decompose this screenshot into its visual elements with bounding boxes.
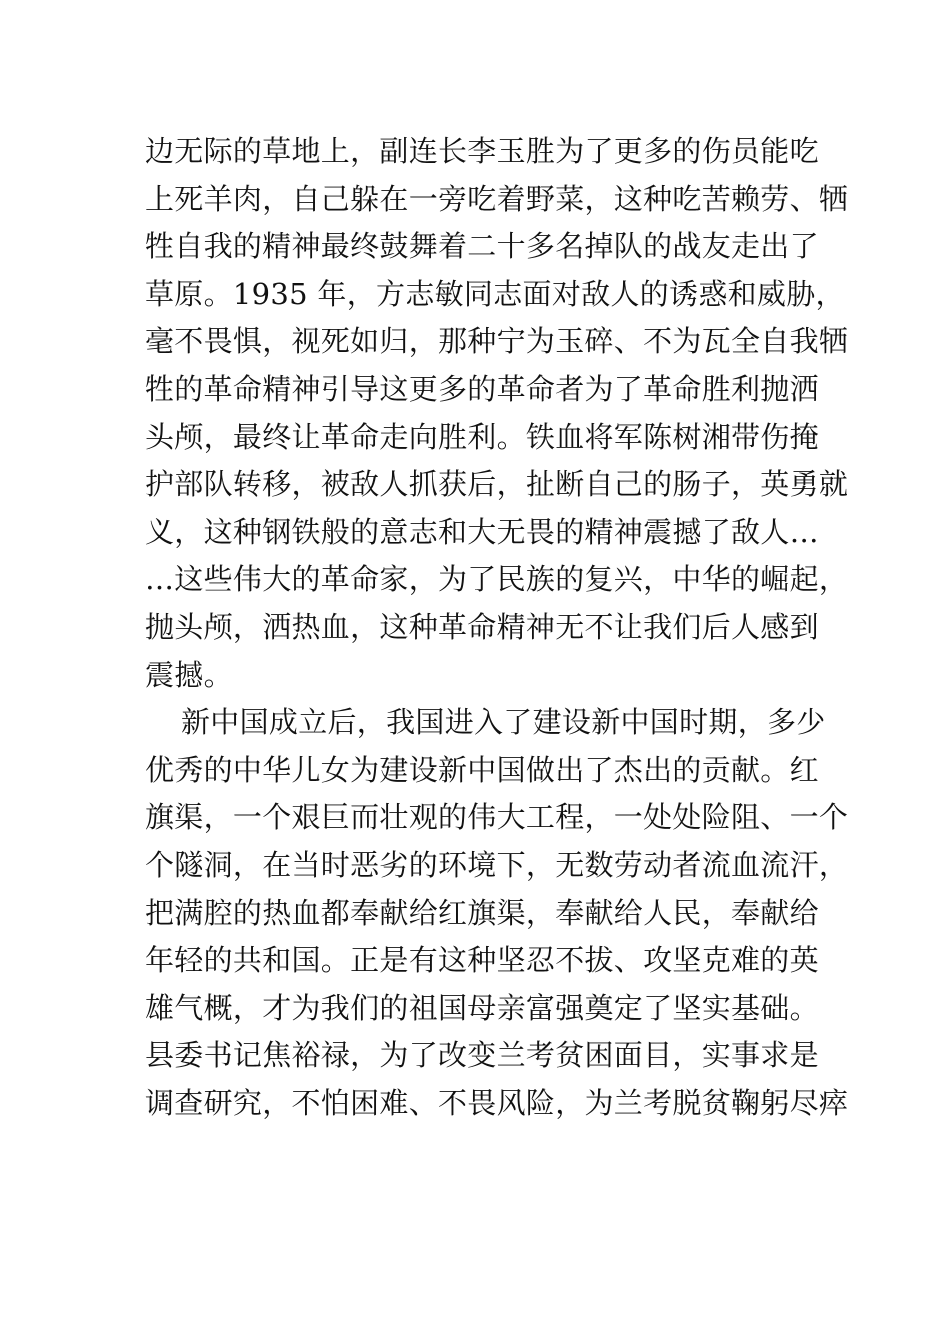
text-line: 年轻的共和国。正是有这种坚忍不拔、攻坚克难的英 [145, 943, 819, 978]
text-line: 个隧洞，在当时恶劣的环境下，无数劳动者流血流汗， [145, 847, 849, 882]
text-line: 边无际的草地上，副连长李玉胜为了更多的伤员能吃 [145, 134, 819, 168]
text-line: 义，这种钢铁般的意志和大无畏的精神震撼了敌人… [145, 514, 819, 549]
text-line: 护部队转移，被敌人抓获后，扯断自己的肠子，英勇就 [145, 467, 849, 502]
document-body [145, 128, 849, 1127]
text-line: 头颅，最终让革命走向胜利。铁血将军陈树湘带伤掩 [145, 419, 819, 454]
paragraph-2 [145, 699, 849, 1127]
text-line: 牲自我的精神最终鼓舞着二十多名掉队的战友走出了 [145, 229, 819, 264]
text-line: 毫不畏惧，视死如归，那种宁为玉碎、不为瓦全自我牺 [145, 324, 849, 359]
text-line: 调查研究，不怕困难、不畏风险，为兰考脱贫鞠躬尽瘁 [145, 1085, 849, 1120]
text-line: 旗渠，一个艰巨而壮观的伟大工程，一处处险阻、一个 [145, 800, 849, 835]
text-line: 雄气概，才为我们的祖国母亲富强奠定了坚实基础。 [145, 990, 819, 1025]
text-line: 县委书记焦裕禄，为了改变兰考贫困面目，实事求是 [145, 1038, 819, 1073]
text-line: 上死羊肉，自己躲在一旁吃着野菜，这种吃苦赖劳、牺 [145, 181, 849, 216]
text-line: …这些伟大的革命家，为了民族的复兴，中华的崛起， [145, 562, 849, 597]
text-line: 把满腔的热血都奉献给红旗渠，奉献给人民，奉献给 [145, 895, 819, 930]
text-line: 震撼。 [145, 657, 233, 692]
text-line: 牲的革命精神引导这更多的革命者为了革命胜利抛洒 [145, 371, 819, 406]
text-line: 优秀的中华儿女为建设新中国做出了杰出的贡献。红 [145, 752, 819, 787]
text-line: 抛头颅，洒热血，这种革命精神无不让我们后人感到 [145, 609, 819, 644]
paragraph-1 [145, 128, 849, 699]
text-line: 草原。1935 年，方志敏同志面对敌人的诱惑和威胁， [145, 276, 845, 311]
text-line: 新中国成立后，我国进入了建设新中国时期，多少 [181, 705, 826, 740]
